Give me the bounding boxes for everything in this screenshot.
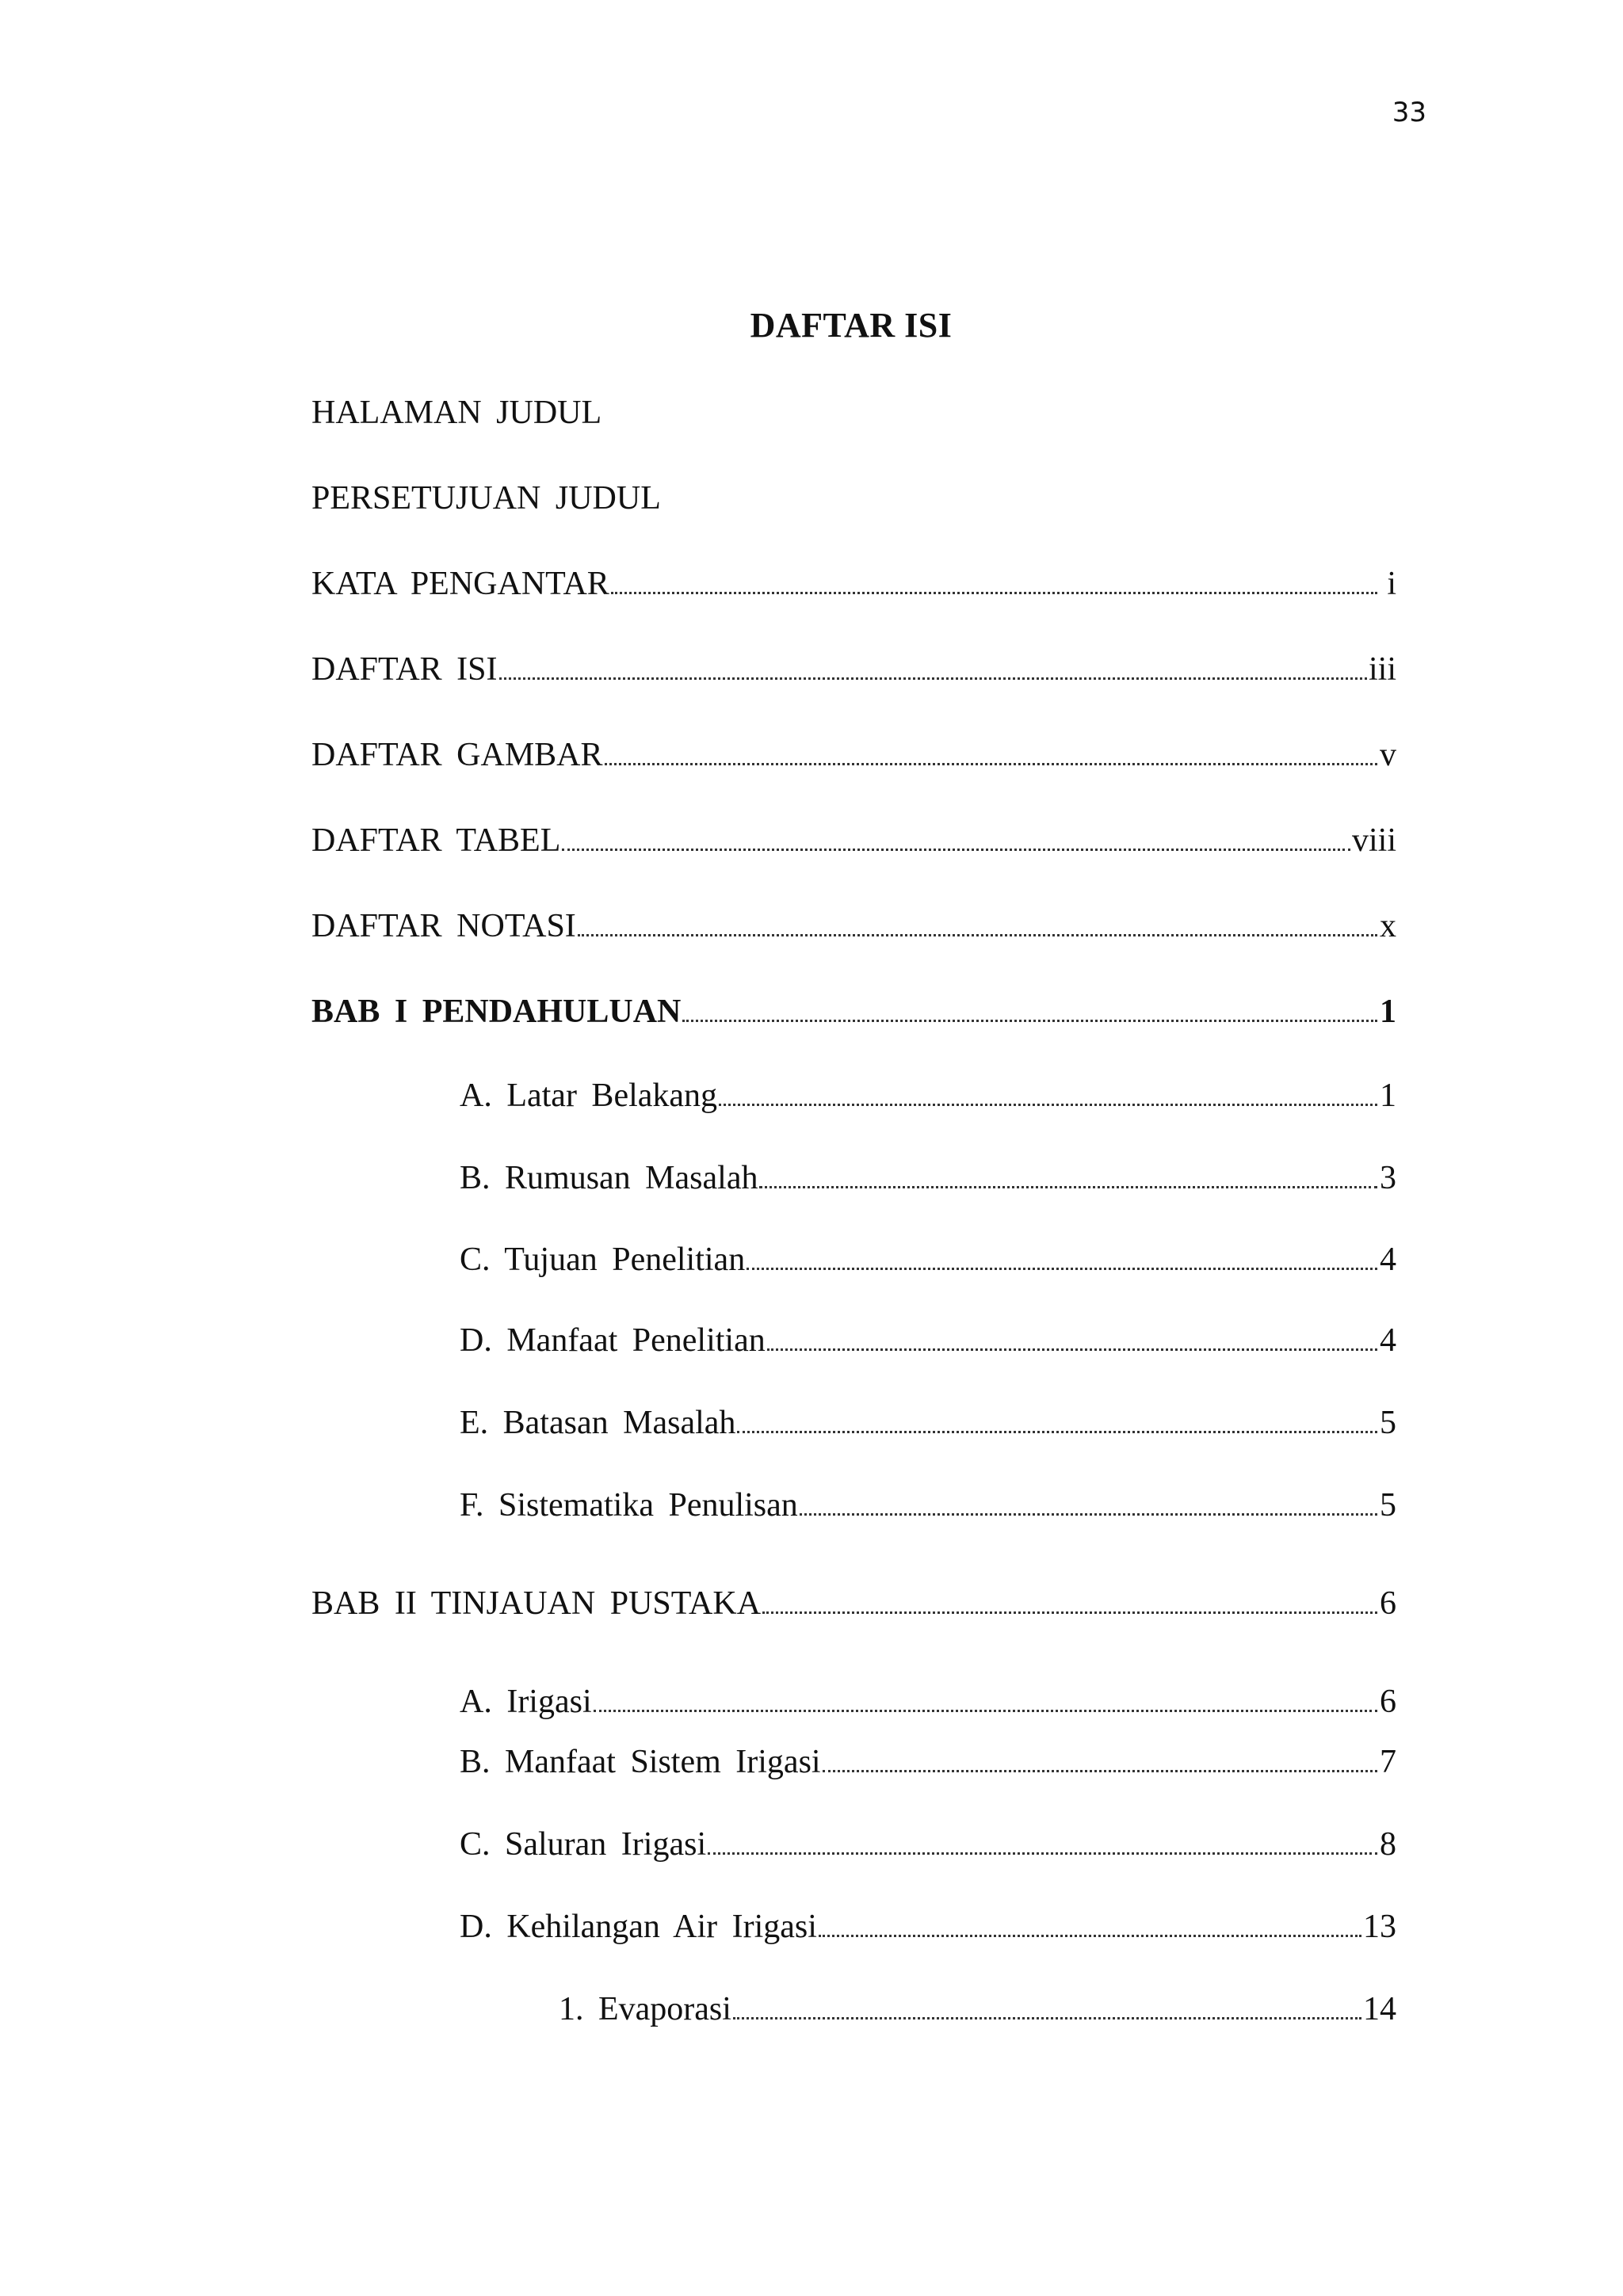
toc-entry-kehilangan-air-irigasi — [460, 1908, 1396, 1946]
toc-entry-latar-belakang — [460, 1077, 1396, 1115]
toc-entry-daftar-tabel — [311, 822, 1396, 860]
toc-entry-evaporasi — [559, 1990, 1396, 2028]
page-title: DAFTAR ISI — [750, 306, 953, 345]
dot-leader — [562, 849, 1350, 851]
dot-leader — [767, 1348, 1377, 1351]
toc-entry-page: iii — [1368, 651, 1396, 688]
toc-entry-label: C. Saluran Irigasi — [460, 1826, 707, 1863]
toc-entry-label: E. Batasan Masalah — [460, 1405, 736, 1441]
toc-entry-label: BAB II TINJAUAN PUSTAKA — [311, 1585, 762, 1622]
toc-entry-page: x — [1380, 908, 1396, 944]
dot-leader — [578, 934, 1377, 936]
toc-entry-label: DAFTAR ISI — [311, 651, 498, 688]
toc-entry-page: v — [1380, 737, 1396, 773]
toc-entry-kata-pengantar — [311, 565, 1396, 603]
toc-entry-label: F. Sistematika Penulisan — [460, 1487, 798, 1524]
toc-entry-bab-2 — [311, 1585, 1396, 1623]
toc-plain-persetujuan-judul: PERSETUJUAN JUDUL — [311, 480, 661, 517]
toc-entry-batasan-masalah — [460, 1404, 1396, 1442]
toc-entry-page: 4 — [1380, 1241, 1396, 1278]
dot-leader — [747, 1268, 1377, 1270]
toc-entry-label: D. Kehilangan Air Irigasi — [460, 1909, 817, 1945]
toc-entry-saluran-irigasi — [460, 1825, 1396, 1863]
toc-entry-page: 13 — [1363, 1909, 1396, 1945]
toc-entry-label: B. Manfaat Sistem Irigasi — [460, 1744, 821, 1780]
dot-leader — [800, 1513, 1377, 1516]
dot-leader — [819, 1935, 1361, 1937]
toc-entry-label: B. Rumusan Masalah — [460, 1160, 758, 1196]
page-number: 33 — [1392, 97, 1426, 128]
toc-entry-label: BAB I PENDAHULUAN — [311, 994, 682, 1030]
dot-leader — [499, 677, 1367, 680]
toc-entry-daftar-notasi — [311, 907, 1396, 945]
toc-entry-tujuan-penelitian — [460, 1241, 1396, 1279]
toc-entry-page: 3 — [1380, 1160, 1396, 1196]
toc-entry-page: viii — [1351, 822, 1396, 859]
toc-entry-bab-1 — [311, 993, 1396, 1031]
dot-leader — [719, 1104, 1377, 1106]
dot-leader — [759, 1186, 1377, 1188]
toc-entry-manfaat-penelitian — [460, 1322, 1396, 1360]
dot-leader — [611, 592, 1377, 594]
toc-entry-daftar-gambar — [311, 736, 1396, 774]
toc-entry-page: 5 — [1380, 1487, 1396, 1524]
toc-entry-page: i — [1387, 566, 1396, 602]
dot-leader — [762, 1611, 1377, 1614]
toc-entry-label: A. Irigasi — [460, 1684, 592, 1720]
toc-entry-page: 6 — [1380, 1684, 1396, 1720]
toc-entry-label: C. Tujuan Penelitian — [460, 1241, 746, 1278]
dot-leader — [737, 1431, 1377, 1433]
dot-leader — [823, 1770, 1377, 1772]
toc-entry-label: DAFTAR GAMBAR — [311, 737, 603, 773]
toc-entry-label: D. Manfaat Penelitian — [460, 1322, 766, 1359]
dot-leader — [682, 1020, 1377, 1022]
toc-entry-rumusan-masalah — [460, 1159, 1396, 1197]
toc-entry-irigasi — [460, 1683, 1396, 1721]
toc-entry-page: 1 — [1380, 1077, 1396, 1114]
toc-entry-daftar-isi — [311, 650, 1396, 688]
toc-entry-page: 14 — [1363, 1991, 1396, 2027]
toc-entry-manfaat-sistem-irigasi — [460, 1743, 1396, 1781]
toc-entry-page: 6 — [1380, 1585, 1396, 1622]
toc-entry-page: 7 — [1380, 1744, 1396, 1780]
toc-entry-label: KATA PENGANTAR — [311, 566, 609, 602]
toc-entry-label: DAFTAR TABEL — [311, 822, 561, 859]
dot-leader — [605, 763, 1377, 765]
dot-leader — [733, 2017, 1361, 2019]
toc-entry-page: 5 — [1380, 1405, 1396, 1441]
toc-entry-page: 1 — [1380, 994, 1396, 1030]
toc-entry-sistematika-penulisan — [460, 1486, 1396, 1524]
dot-leader — [594, 1710, 1377, 1712]
toc-plain-halaman-judul: HALAMAN JUDUL — [311, 395, 602, 431]
toc-entry-label: DAFTAR NOTASI — [311, 908, 576, 944]
dot-leader — [708, 1852, 1377, 1855]
toc-entry-page: 8 — [1380, 1826, 1396, 1863]
toc-entry-label: A. Latar Belakang — [460, 1077, 718, 1114]
toc-entry-label: 1. Evaporasi — [559, 1991, 731, 2027]
toc-entry-page: 4 — [1380, 1322, 1396, 1359]
